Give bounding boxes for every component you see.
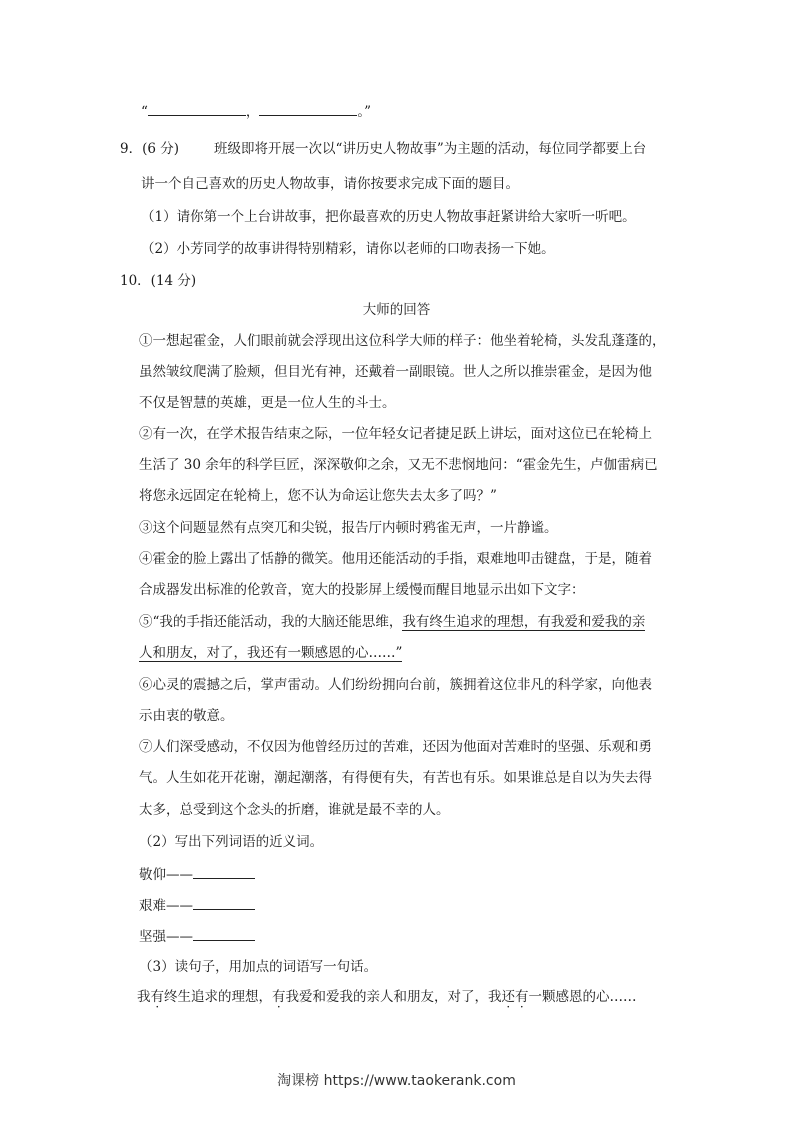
p6-line-2: 示由衷的敬意。 xyxy=(139,708,234,724)
q10-sub-3: （3）读句子，用加点的词语写一句话。 xyxy=(139,959,378,975)
synonym-blank-3[interactable] xyxy=(193,926,255,941)
synonym-blank-2[interactable] xyxy=(193,895,255,910)
close-quote: 。” xyxy=(357,104,372,120)
dotted-char: 有 xyxy=(150,989,164,1005)
p2-line-3: 将您永远固定在轮椅上，您不认为命运让您失去太多了吗？” xyxy=(139,488,497,504)
dotted-sentence xyxy=(137,987,637,1007)
open-quote: “ xyxy=(141,104,148,120)
synonym-word-3: 坚强—— xyxy=(139,929,193,945)
p1-line-1: ①一想起霍金，人们眼前就会浮现出这位科学大师的样子：他坐着轮椅，头发乱蓬蓬的， xyxy=(139,333,666,349)
p4-line-1: ④霍金的脸上露出了恬静的微笑。他用还能活动的手指，艰难地叩击键盘，于是，随着 xyxy=(139,551,652,567)
synonym-word-2: 艰难—— xyxy=(139,898,193,914)
p5-underlined-text-1: 我有终生追求的理想，有我爱和爱我的亲 xyxy=(402,614,646,630)
passage-title: 大师的回答 xyxy=(362,302,431,318)
synonym-word-1: 敬仰—— xyxy=(139,867,193,883)
p7-line-3: 太多，总受到这个念头的折磨，谁就是最不幸的人。 xyxy=(139,802,450,818)
q9-sub-1: （1）请你第一个上台讲故事，把你最喜欢的历史人物故事赶紧讲给大家听一听吧。 xyxy=(141,209,636,225)
p7-line-1: ⑦人们深受感动，不仅因为他曾经历过的苦难，还因为他面对苦难时的坚强、乐观和勇 xyxy=(139,739,652,755)
dotted-char: 有 xyxy=(272,989,286,1005)
comma: ， xyxy=(245,104,260,120)
sentence-part: 一颗感恩的心…… xyxy=(528,989,637,1005)
q9-number: 9．(6 分) xyxy=(120,141,180,157)
q10-number: 10．(14 分) xyxy=(120,273,197,289)
answer-blank-1[interactable] xyxy=(148,101,246,116)
synonym-row-1 xyxy=(139,864,255,885)
synonym-blank-1[interactable] xyxy=(193,864,255,879)
p1-line-3: 不仅是智慧的英雄，更是一位人生的斗士。 xyxy=(139,395,396,411)
synonym-row-2 xyxy=(139,895,255,916)
synonym-row-3 xyxy=(139,926,255,947)
q9-line-1: 班级即将开展一次以“讲历史人物故事”为主题的活动，每位同学都要上台 xyxy=(214,141,647,157)
p2-line-2: 生活了 30 余年的科学巨匠，深深敬仰之余，又无不悲悯地问：“霍金先生，卢伽雷病已 xyxy=(139,457,658,473)
dotted-char: 还 xyxy=(501,989,515,1005)
q9-line-2: 讲一个自己喜欢的历史人物故事，请你按要求完成下面的题目。 xyxy=(141,176,519,192)
p5-line-1 xyxy=(139,612,645,632)
q8-answer-line xyxy=(141,101,371,122)
sentence-part: 终生追求的理想， xyxy=(164,989,272,1005)
dotted-char: 有 xyxy=(515,989,529,1005)
footer-watermark: 淘课榜 https://www.taokerank.com xyxy=(277,1073,516,1089)
p5-line-2 xyxy=(139,643,402,663)
p1-line-2: 虽然皱纹爬满了脸颊，但目光有神，还戴着一副眼镜。世人之所以推崇霍金，是因为他 xyxy=(139,364,652,380)
p4-line-2: 合成器发出标准的伦敦音，宽大的投影屏上缓慢而醒目地显示出如下文字： xyxy=(139,582,585,598)
sentence-part: 我爱和爱我的亲人和朋友，对了，我 xyxy=(285,989,502,1005)
q10-sub-2: （2）写出下列词语的近义词。 xyxy=(139,834,324,850)
sentence-part: 我 xyxy=(137,989,151,1005)
answer-blank-2[interactable] xyxy=(259,101,357,116)
p7-line-2: 气。人生如花开花谢，潮起潮落，有得便有失，有苦也有乐。如果谁总是自以为失去得 xyxy=(139,770,652,786)
p2-line-1: ②有一次，在学术报告结束之际，一位年轻女记者捷足跃上讲坛，面对这位已在轮椅上 xyxy=(139,426,652,442)
p5-plain-text: ⑤“我的手指还能活动，我的大脑还能思维， xyxy=(139,614,403,630)
p6-line-1: ⑥心灵的震撼之后，掌声雷动。人们纷纷拥向台前，簇拥着这位非凡的科学家，向他表 xyxy=(139,677,652,693)
p3-line-1: ③这个问题显然有点突兀和尖锐，报告厅内顿时鸦雀无声，一片静谧。 xyxy=(139,520,558,536)
q9-sub-2: （2）小芳同学的故事讲得特别精彩，请你以老师的口吻表扬一下她。 xyxy=(141,241,555,257)
p5-underlined-text-2: 人和朋友，对了，我还有一颗感恩的心……” xyxy=(139,645,403,661)
